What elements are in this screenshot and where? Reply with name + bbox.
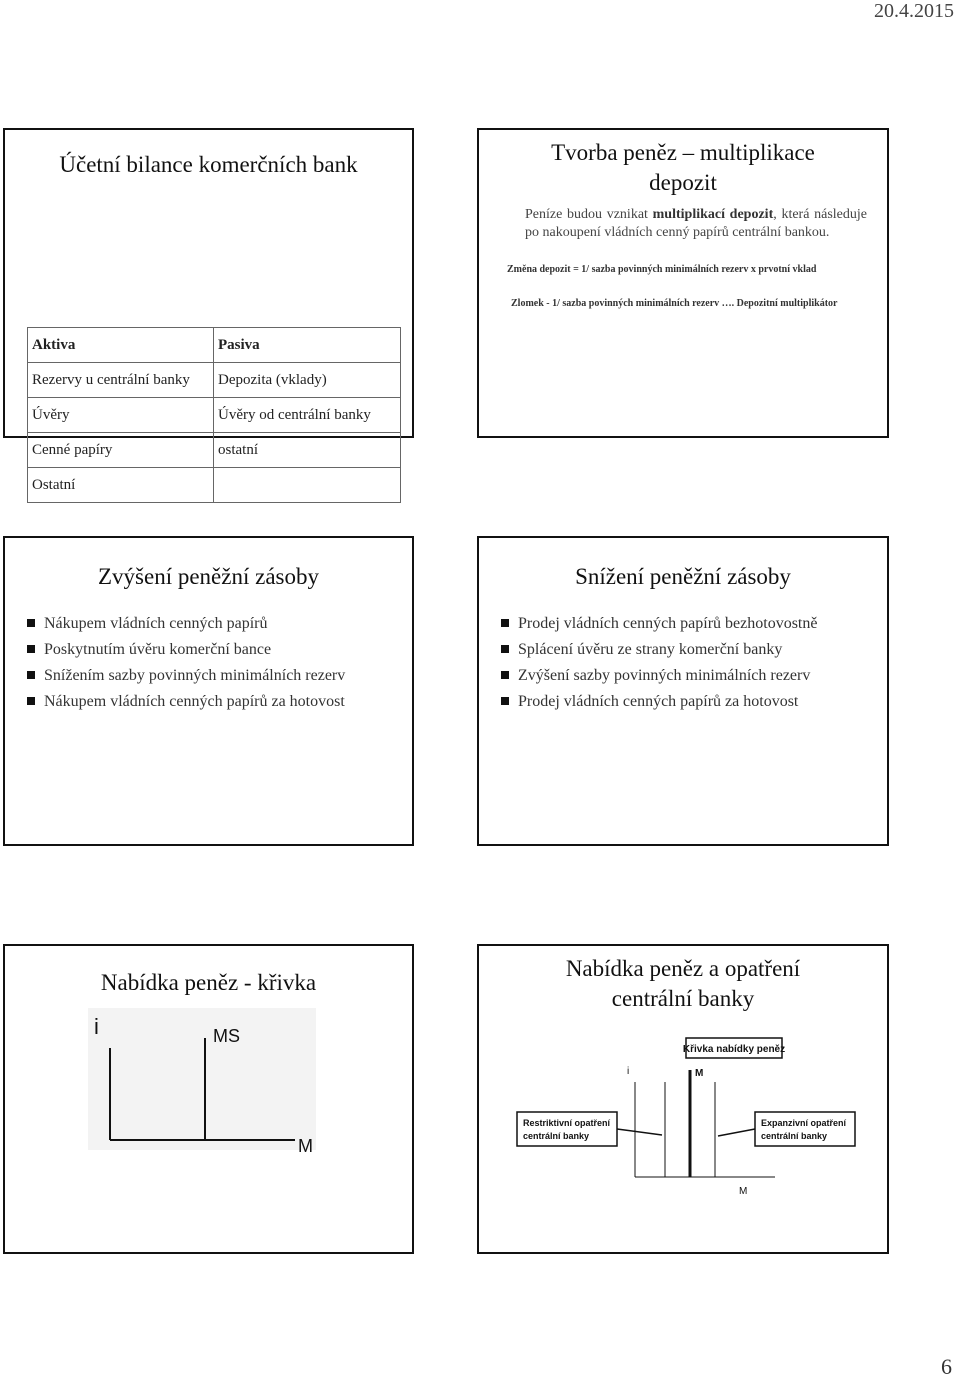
slide-decrease-money-supply	[477, 536, 889, 846]
chart-title: Křivka nabídky peněz	[682, 1044, 786, 1055]
bullet-square-icon	[27, 671, 35, 679]
list-item	[27, 611, 345, 637]
table-row	[28, 468, 401, 503]
right-pointer-line	[718, 1129, 755, 1136]
list-item-text: Zvýšení sazby povinných minimálních rezerv	[518, 667, 811, 684]
list-item-text: Prodej vládních cenných papírů bezhotovostně	[518, 615, 818, 632]
table-cell: Úvěry od centrální banky	[214, 398, 401, 433]
slide-money-multiplication	[477, 128, 889, 438]
title-line: Nabídka peněz a opatření	[565, 956, 801, 981]
list-item-text: Splácení úvěru ze strany komerční banky	[518, 641, 783, 658]
slide-money-supply-curve	[3, 944, 414, 1254]
bullet-square-icon	[27, 645, 35, 653]
list-item	[27, 663, 345, 689]
bullet-list	[27, 611, 345, 715]
y-axis-label: i	[94, 1014, 99, 1039]
sketch-background	[88, 1008, 316, 1150]
left-pointer-line	[617, 1129, 662, 1135]
text-run: Peníze budou vznikat	[525, 207, 653, 222]
list-item-text: Poskytnutím úvěru komerční bance	[44, 641, 272, 658]
slide-title	[479, 138, 887, 198]
slide-title: Nabídka peněz - křivka	[100, 970, 317, 995]
list-item-text: Prodej vládních cenných papírů za hotovost	[518, 693, 799, 710]
list-item	[501, 637, 817, 663]
list-item	[27, 637, 345, 663]
table-row	[28, 433, 401, 468]
restrictive-box-line: centrální banky	[523, 1131, 590, 1141]
slide-title: Účetní bilance komerčních bank	[59, 152, 358, 177]
bullet-square-icon	[27, 619, 35, 627]
x-axis-label: M	[298, 1136, 313, 1156]
list-item-text: Snížením sazby povinných minimálních rezerv	[44, 667, 346, 684]
title-line: depozit	[649, 170, 717, 195]
table-cell: Pasiva	[214, 328, 401, 363]
expansive-box-line: centrální banky	[761, 1131, 828, 1141]
bullet-square-icon	[27, 697, 35, 705]
text-run: , která následuje po nakoupení vládních cenný papírů centrální bankou.	[525, 207, 867, 240]
slide-paragraph	[525, 206, 867, 242]
balance-table	[27, 327, 401, 503]
formula-line: Zlomek - 1/ sazba povinných minimálních rezerv …. Depozitní multiplikátor	[511, 298, 838, 309]
bullet-list	[501, 611, 817, 715]
slide-balance-sheet	[3, 128, 414, 493]
table-cell: Úvěry	[28, 398, 214, 433]
money-supply-sketch	[80, 1008, 320, 1158]
title-line: Tvorba peněz – multiplikace	[551, 140, 815, 165]
header-date: 20.4.2015	[874, 0, 954, 22]
slide-money-supply-central-bank	[477, 944, 889, 1254]
table-cell: ostatní	[214, 433, 401, 468]
expansive-box-line: Expanzivní opatření	[761, 1118, 847, 1128]
table-cell: Cenné papíry	[28, 433, 214, 468]
table-row	[28, 363, 401, 398]
list-item	[501, 663, 817, 689]
table-cell	[214, 468, 401, 503]
list-item-text: Nákupem vládních cenných papírů za hotovost	[44, 693, 345, 710]
x-axis-label: M	[739, 1186, 748, 1197]
page-number: 6	[941, 1354, 952, 1379]
restrictive-box-line: Restriktivní opatření	[523, 1118, 611, 1128]
table-cell: Depozita (vklady)	[214, 363, 401, 398]
list-item	[501, 611, 817, 637]
title-line: centrální banky	[611, 986, 755, 1011]
table-cell: Ostatní	[28, 468, 214, 503]
central-bank-measures-diagram	[507, 1032, 867, 1202]
slide-title	[479, 954, 887, 1014]
table-cell: Aktiva	[28, 328, 214, 363]
table-cell: Rezervy u centrální banky	[28, 363, 214, 398]
bullet-square-icon	[501, 697, 509, 705]
bullet-square-icon	[501, 619, 509, 627]
y-axis-label: i	[627, 1066, 630, 1077]
list-item-text: Nákupem vládních cenných papírů	[44, 615, 268, 632]
supply-curve-label: M	[695, 1068, 704, 1079]
bullet-square-icon	[501, 671, 509, 679]
formula-line: Změna depozit = 1/ sazba povinných minimálních rezerv x prvotní vklad	[507, 264, 817, 275]
text-run-bold: multiplikací depozit	[652, 207, 774, 222]
slide-title: Zvýšení peněžní zásoby	[98, 564, 319, 589]
slide-increase-money-supply	[3, 536, 414, 846]
bullet-square-icon	[501, 645, 509, 653]
table-row	[28, 398, 401, 433]
slide-title: Snížení peněžní zásoby	[575, 564, 791, 589]
list-item	[27, 689, 345, 715]
table-row	[28, 328, 401, 363]
list-item	[501, 689, 817, 715]
supply-curve-label: MS	[213, 1026, 240, 1046]
